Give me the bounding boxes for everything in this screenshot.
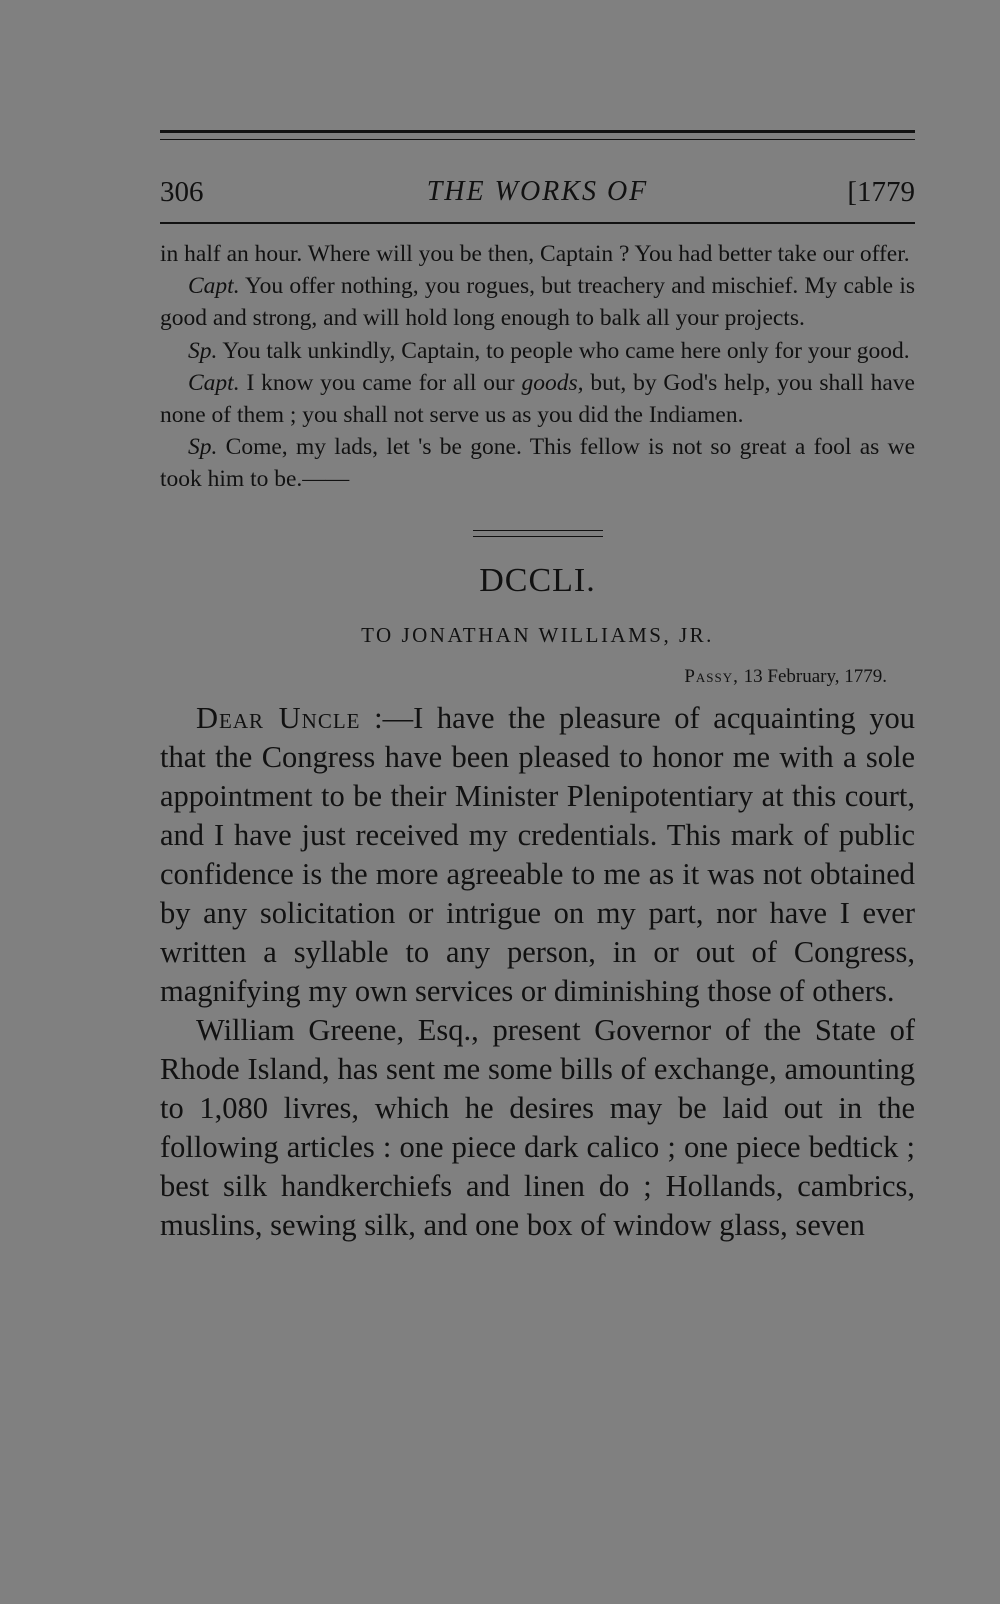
running-header bbox=[160, 164, 915, 222]
dateline-place: Passy, bbox=[684, 665, 739, 687]
letter-text: William Greene, Esq., present Governor of the State of Rhode Island, has sent me some bills of exchange, amounting to 1,080 livres, which he desires may be laid out in the following articles : one piece dark calico ; one piece bedtick ; best silk handkerchiefs and linen do ; Hollands, cambrics, muslins, sewing silk, and one box of window glass, seven bbox=[160, 1012, 915, 1242]
letter-text: :—I have the pleasure of acquainting you that the Congress have been pleased to honor me with a sole appointment to be their Minister Plenipotentiary at this court, and I have just received my credentials. This mark of public confidence is the more agreeable to me as it was not obtained by any solicitation or intrigue on my part, nor have I ever written a syllable to any person, in or out of Congress, magnifying my own services or diminishing those of others. bbox=[160, 700, 915, 1008]
dialogue-continuation bbox=[160, 238, 915, 496]
dialogue-paragraph bbox=[160, 367, 915, 431]
dialogue-text: but, by God's help, you shall have none of them ; you shall not serve us as you did the Indiamen. bbox=[160, 369, 915, 429]
emphasized-word: goods, bbox=[521, 369, 584, 396]
dialogue-text: in half an hour. Where will you be then, Captain ? You had better take our offer. bbox=[160, 241, 910, 267]
running-title: THE WORKS OF bbox=[426, 176, 649, 207]
section-divider bbox=[473, 530, 603, 537]
letter-paragraph bbox=[160, 1011, 915, 1245]
page-number: 306 bbox=[160, 176, 204, 208]
speaker-label: Capt. bbox=[188, 273, 240, 300]
speaker-label: Capt. bbox=[188, 369, 240, 396]
top-double-rule bbox=[160, 130, 915, 140]
dialogue-text: You talk unkindly, Captain, to people who came here only for your good. bbox=[217, 337, 910, 364]
dialogue-text: I know you came for all our bbox=[239, 369, 522, 396]
letter-dateline bbox=[160, 665, 915, 689]
header-rule bbox=[160, 222, 915, 224]
header-year: [1779 bbox=[847, 176, 915, 208]
dialogue-paragraph bbox=[160, 270, 915, 334]
dateline-date: 13 February, 1779. bbox=[738, 665, 887, 687]
dialogue-paragraph bbox=[160, 431, 915, 495]
salutation: Dear Uncle bbox=[196, 700, 361, 735]
book-page bbox=[160, 130, 915, 1245]
dialogue-paragraph bbox=[160, 238, 915, 270]
letter-recipient: TO JONATHAN WILLIAMS, JR. bbox=[361, 622, 714, 647]
dialogue-text: You offer nothing, you rogues, but treachery and mischief. My cable is good and strong, and will hold long enough to balk all your projects. bbox=[160, 273, 915, 332]
speaker-label: Sp. bbox=[188, 434, 218, 461]
dialogue-paragraph bbox=[160, 335, 915, 367]
letter-paragraph bbox=[160, 699, 915, 1011]
dialogue-text: Come, my lads, let 's be gone. This fellow is not so great a fool as we took him to be.—— bbox=[160, 434, 915, 493]
speaker-label: Sp. bbox=[188, 337, 218, 364]
letter-body bbox=[160, 699, 915, 1245]
section-number: DCCLI. bbox=[479, 561, 596, 599]
